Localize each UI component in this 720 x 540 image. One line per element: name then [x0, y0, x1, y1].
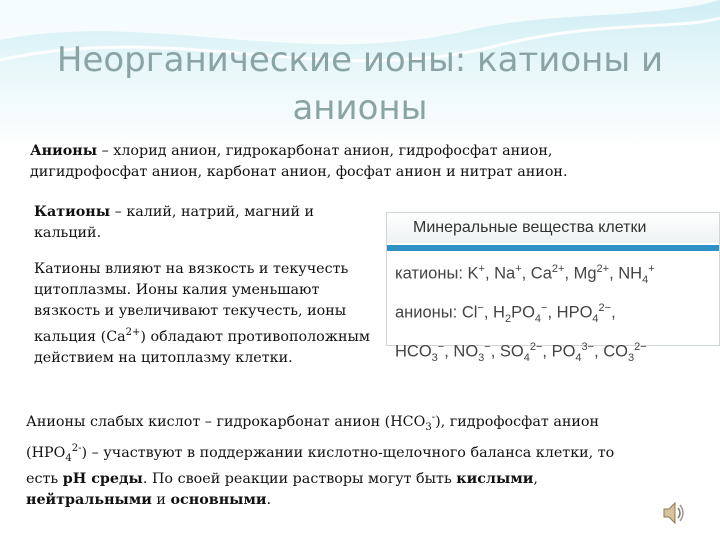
weak-acid-text-d: . По своей реакции растворы могут быть — [142, 471, 457, 487]
cations-label: катионы: — [395, 264, 463, 283]
anions-label: анионы: — [395, 303, 458, 322]
anions-paragraph — [30, 141, 590, 183]
cations-text: – калий, натрий, магний и кальций. — [34, 204, 315, 241]
period: . — [266, 492, 272, 508]
comma-sep: , — [533, 471, 538, 487]
hco3-sub: 3 — [425, 422, 432, 433]
anions-formula-line-2: $HCO_3^-$, $NO_3^-$, $SO_4^{2-}$, $PO_4^{3-}$, $CO_3^{2-}$ — [395, 340, 647, 364]
cations-paragraph — [34, 202, 364, 244]
weak-acid-paragraph — [26, 407, 616, 511]
minerals-figure — [386, 212, 720, 364]
anions-lead: Анионы — [30, 143, 98, 159]
and-sep: и — [151, 492, 171, 508]
hpo4-sub: 4 — [65, 453, 72, 464]
weak-acid-text-a: Анионы слабых кислот – гидрокарбонат анион (НСО — [26, 414, 426, 430]
figure-accent-bar — [387, 245, 719, 251]
basic-term: основными — [170, 492, 267, 508]
neutral-term: нейтральными — [26, 492, 152, 508]
viscosity-text-b: ) обладают противоположным действием на цитоплазму клетки. — [34, 329, 370, 366]
weak-acid-text-c: ) – участвуют в поддержании кислотно-щелочного баланса клетки, то есть — [26, 445, 615, 487]
speaker-icon[interactable] — [658, 498, 688, 528]
calcium-charge: 2+ — [125, 327, 141, 338]
viscosity-text-a: Катионы влияют на вязкость и текучесть цитоплазмы. Ионы калия уменьшают вязкость и увеличивают текучесть, ионы кальция (Са — [34, 261, 349, 345]
viscosity-paragraph — [34, 259, 379, 369]
acidic-term: кислыми — [456, 471, 534, 487]
hco3-charge: - — [431, 412, 436, 423]
cations-formula-line: катионы: K+, Na+, $Ca^{2+}$, $Mg^{2+}$, $NH_4^+$ — [395, 263, 655, 286]
anions-formula-line: анионы: Cl−, $H_2PO_4^-$, $HPO_4^{2-}$, — [395, 301, 616, 325]
cations-lead: Катионы — [34, 204, 111, 220]
hpo4-charge: 2- — [71, 443, 82, 454]
anions-text: – хлорид анион, гидрокарбонат анион, гидрофосфат анион, дигидрофосфат анион, карбонат анион, фосфат анион и нитрат анион. — [30, 143, 568, 180]
weak-acid-text-b: ), гидрофосфат анион (НРО — [26, 414, 600, 461]
slide-title: Неорганические ионы: катионы и анионы — [56, 40, 664, 128]
ph-term: рН среды — [62, 471, 143, 487]
minerals-figure-header: Минеральные вещества клетки — [387, 213, 719, 243]
